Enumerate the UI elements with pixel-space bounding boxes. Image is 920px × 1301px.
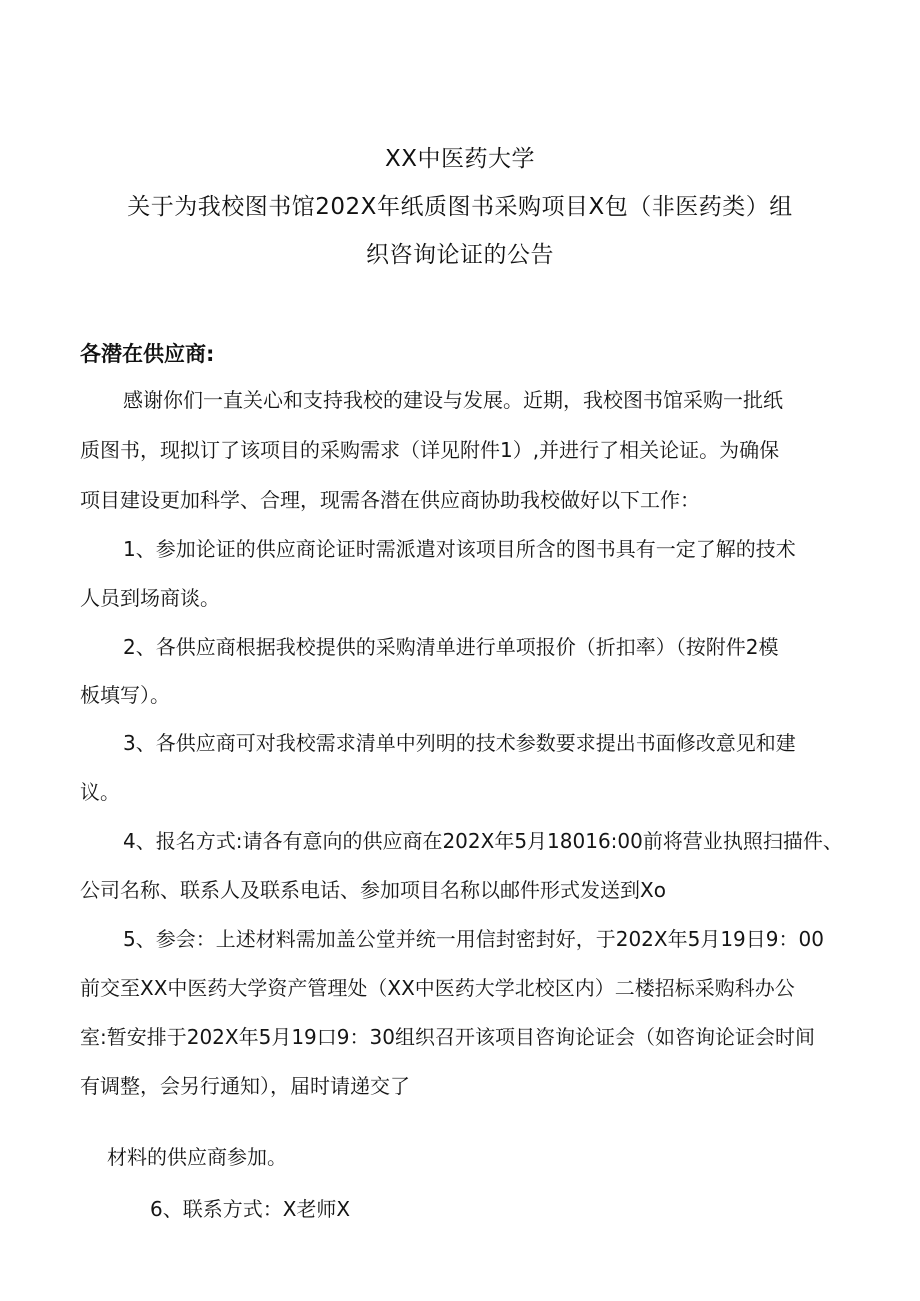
item-5-line-2: 前交至XX中医药大学资产管理处（XX中医药大学北校区内）二楼招标采购科办公 [80, 976, 795, 1000]
intro-line-2: 质图书，现拟订了该项目的采购需求（详见附件1）,并进行了相关论证。为确保 [80, 438, 780, 462]
item-3-line-1: 3、各供应商可对我校需求清单中列明的技术参数要求提出书面修改意见和建 [123, 731, 796, 755]
item-1-line-1: 1、参加论证的供应商论证时需派遣对该项目所含的图书具有一定了解的技术 [123, 537, 796, 561]
item-4-line-2: 公司名称、联系人及联系电话、参加项目名称以邮件形式发送到Xo [80, 878, 666, 902]
item-3-line-2: 议。 [80, 780, 120, 804]
continuation-line: 材料的供应商参加。 [107, 1145, 287, 1169]
intro-line-1: 感谢你们一直关心和支持我校的建设与发展。近期，我校图书馆采购一批纸 [123, 388, 783, 412]
document-title-line-3: 织咨询论证的公告 [366, 242, 554, 268]
intro-line-3: 项目建设更加科学、合理，现需各潜在供应商协助我校做好以下工作： [80, 488, 700, 512]
document-title-line-2: 关于为我校图书馆202X年纸质图书采购项目X包（非医药类）组 [127, 194, 793, 220]
item-2-line-2: 板填写）。 [80, 683, 170, 707]
document-title-line-1: XX中医药大学 [384, 146, 535, 172]
item-4-line-1: 4、报名方式:请各有意向的供应商在202X年5月18016:00前将营业执照扫描件、 [123, 829, 843, 853]
salutation: 各潜在供应商: [80, 342, 215, 366]
item-5-line-3: 室:暂安排于202X年5月19口9：30组织召开该项目咨询论证会（如咨询论证会时间 [80, 1025, 815, 1049]
item-2-line-1: 2、各供应商根据我校提供的采购清单进行单项报价（折扣率）（按附件2模 [123, 635, 779, 659]
item-1-line-2: 人员到场商谈。 [80, 586, 220, 610]
item-6-contact: 6、联系方式：X老师X [150, 1197, 351, 1221]
item-5-line-4: 有调整，会另行通知），届时请递交了 [80, 1074, 410, 1098]
item-5-line-1: 5、参会：上述材料需加盖公堂并统一用信封密封好，于202X年5月19日9：00 [123, 927, 824, 951]
